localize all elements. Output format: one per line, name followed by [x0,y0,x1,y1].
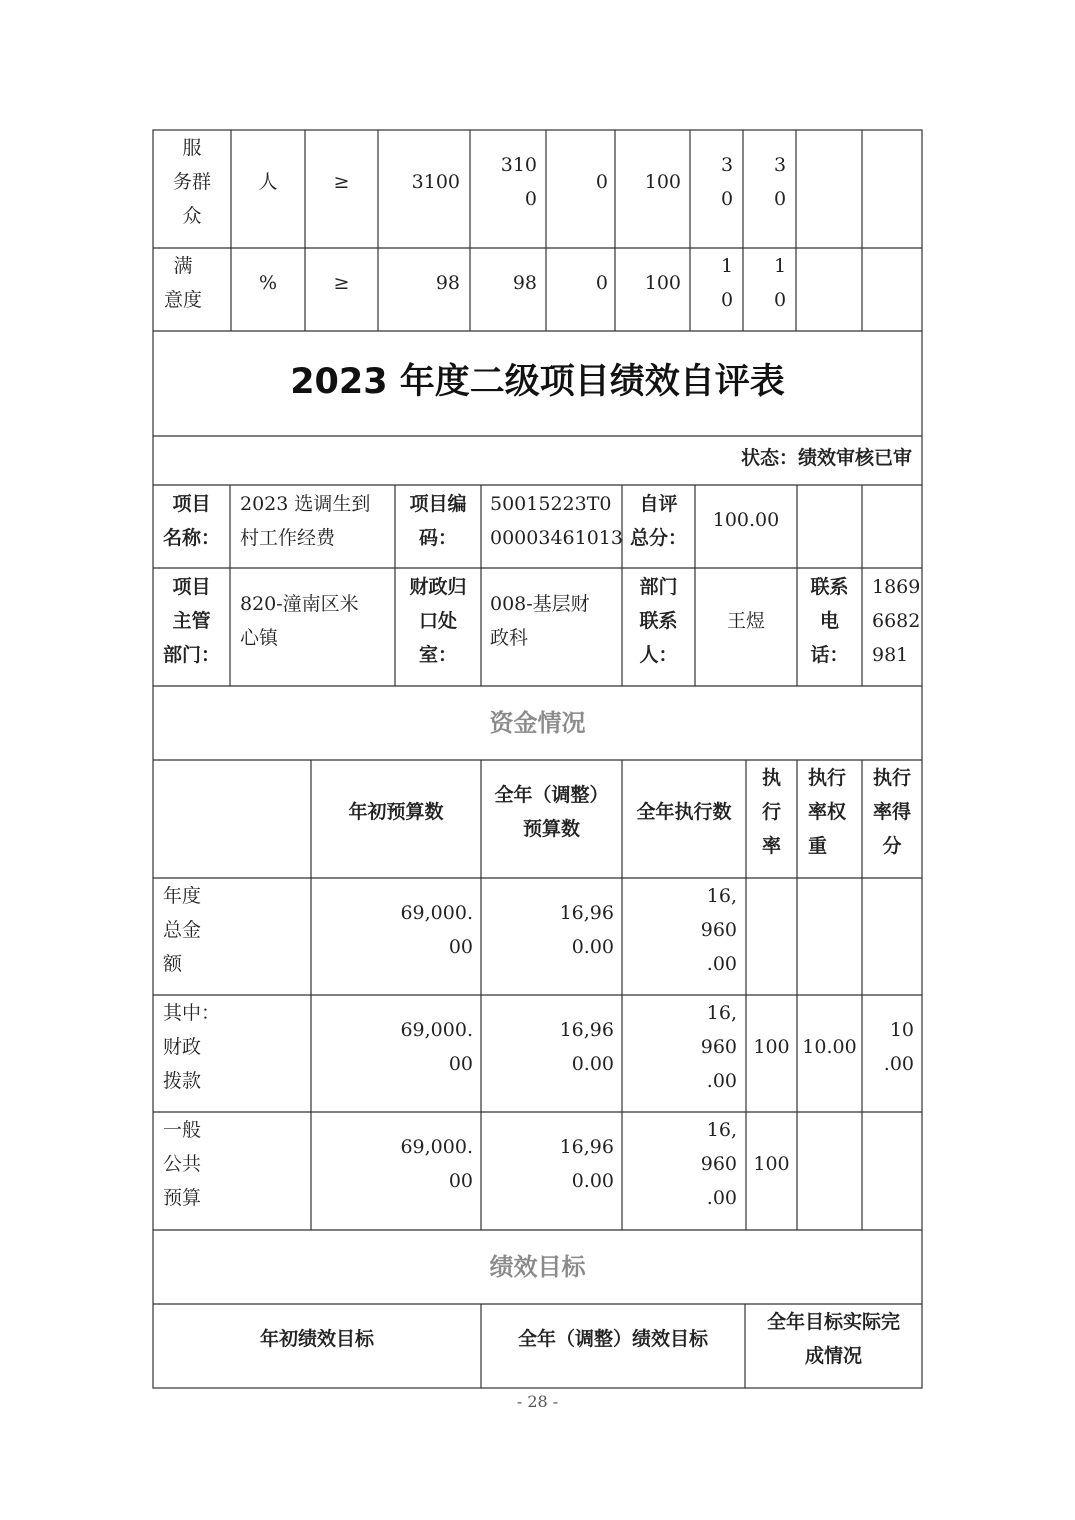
contact-label: 部门 联系 人： [639,576,678,666]
adjusted-budget-value: 16,96 0.00 [559,902,614,958]
project-code-value: 50015223T0 00003461013 [490,493,623,549]
phone-value: 1869 6682 981 [872,576,921,666]
indicator-value: 3 0 [720,154,734,210]
page-title: 2023 年度二级项目绩效自评表 [290,362,785,402]
funds-header: 全年（调整） 预算数 [494,784,609,840]
indicator-label: 满 意度 [163,255,202,311]
indicator-operator: ≥ [333,171,350,193]
department-label: 项目 主管 部门： [162,576,220,666]
execution-score: 10 .00 [883,1019,914,1075]
funds-section-title: 资金情况 [489,709,586,737]
funds-header: 执行 率得 分 [872,767,911,857]
self-score-label: 自评 总分： [629,493,687,549]
project-name-label: 项目 名称： [162,493,220,549]
executed-value: 16, 960 .00 [700,1002,737,1092]
funds-header: 执行 率权 重 [808,767,847,857]
funds-header: 全年执行数 [636,801,732,823]
goals-section-title: 绩效目标 [489,1253,586,1281]
execution-weight: 10.00 [802,1036,857,1058]
funds-header: 执 行 率 [761,767,781,857]
executed-value: 16, 960 .00 [700,1119,737,1209]
goals-header: 年初绩效目标 [259,1328,374,1350]
budget-value: 69,000. 00 [400,1019,473,1075]
adjusted-budget-value: 16,96 0.00 [559,1136,614,1192]
indicator-operator: ≥ [333,272,350,294]
indicator-value: 3100 [411,171,460,193]
funds-header: 年初预算数 [348,801,444,823]
indicator-value: 98 [435,272,460,294]
executed-value: 16, 960 .00 [700,885,737,975]
indicator-value: 1 0 [773,255,787,311]
adjusted-budget-value: 16,96 0.00 [559,1019,614,1075]
indicator-value: 3 0 [773,154,787,210]
indicator-value: 1 0 [720,255,734,311]
finance-office-value: 008-基层财 政科 [490,593,590,649]
indicator-value: 310 0 [500,154,537,210]
indicator-value: 100 [644,272,681,294]
indicator-value: 100 [644,171,681,193]
goals-header: 全年（调整）绩效目标 [517,1328,708,1350]
finance-office-label: 财政归 口处 室： [409,576,467,666]
indicator-value: 0 [595,171,608,193]
budget-value: 69,000. 00 [400,1136,473,1192]
execution-rate: 100 [753,1036,790,1058]
indicator-unit: 人 [258,171,278,193]
page-number: - 28 - [516,1392,559,1411]
indicator-value: 0 [595,272,608,294]
project-name-value: 2023 选调生到 村工作经费 [240,493,371,549]
project-code-label: 项目编 码： [409,493,467,549]
funds-row-label: 一般 公共 预算 [163,1119,202,1209]
indicator-value: 98 [512,272,537,294]
execution-rate: 100 [753,1153,790,1175]
indicator-label: 服 务群 众 [172,137,211,227]
phone-label: 联系 电 话： [810,576,849,666]
funds-row-label: 年度 总金 额 [163,885,202,975]
funds-row-label: 其中： 财政 拨款 [163,1002,221,1092]
department-value: 820-潼南区米 心镇 [240,593,359,649]
status-text: 状态：绩效审核已审 [740,447,912,469]
budget-value: 69,000. 00 [400,902,473,958]
goals-header: 全年目标实际完 成情况 [766,1311,900,1367]
self-score-value: 100.00 [712,509,780,531]
indicator-unit: % [258,272,278,294]
contact-value: 王煜 [726,610,765,632]
